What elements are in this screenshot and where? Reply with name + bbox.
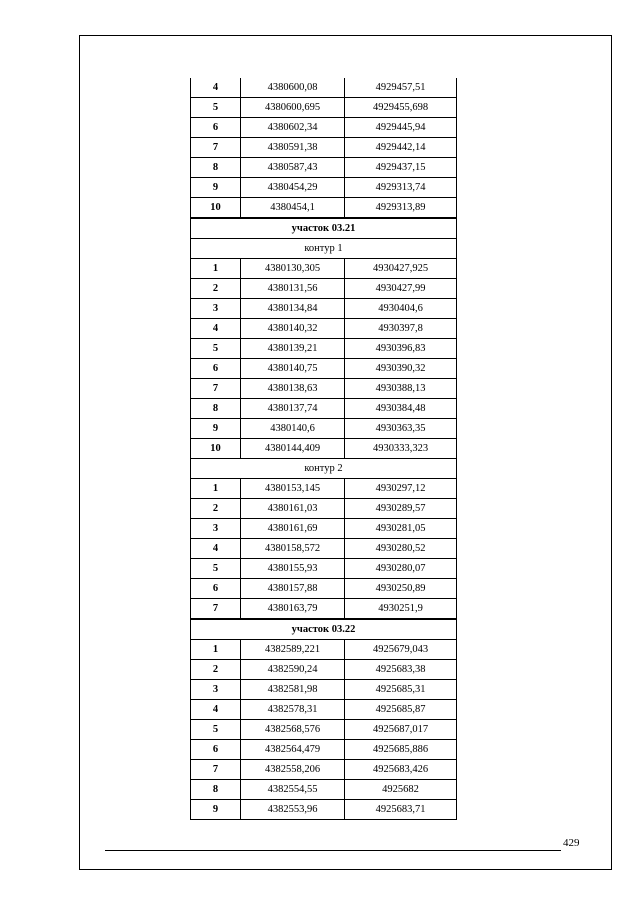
table-row	[191, 439, 457, 459]
x-coordinate-cell: 4382590,24	[241, 660, 345, 680]
point-number-cell: 8	[191, 158, 241, 178]
point-number-cell: 2	[191, 499, 241, 519]
x-coordinate-cell: 4382558,206	[241, 760, 345, 780]
y-coordinate-cell: 4930251,9	[345, 599, 457, 620]
x-coordinate-cell: 4380144,409	[241, 439, 345, 459]
point-number-cell: 9	[191, 800, 241, 820]
x-coordinate-cell: 4382589,221	[241, 640, 345, 660]
y-coordinate-cell: 4925685,886	[345, 740, 457, 760]
y-coordinate-cell: 4930281,05	[345, 519, 457, 539]
x-coordinate-cell: 4380153,145	[241, 479, 345, 499]
y-coordinate-cell: 4930404,6	[345, 299, 457, 319]
table-row	[191, 499, 457, 519]
table-row	[191, 640, 457, 660]
y-coordinate-cell: 4930427,925	[345, 259, 457, 279]
point-number-cell: 3	[191, 299, 241, 319]
y-coordinate-cell: 4930250,89	[345, 579, 457, 599]
table-row	[191, 519, 457, 539]
point-number-cell: 2	[191, 279, 241, 299]
table-row	[191, 279, 457, 299]
y-coordinate-cell: 4930427,99	[345, 279, 457, 299]
point-number-cell: 7	[191, 599, 241, 620]
x-coordinate-cell: 4382568,576	[241, 720, 345, 740]
x-coordinate-cell: 4380158,572	[241, 539, 345, 559]
point-number-cell: 1	[191, 479, 241, 499]
y-coordinate-cell: 4930280,07	[345, 559, 457, 579]
table-row	[191, 760, 457, 780]
x-coordinate-cell: 4380138,63	[241, 379, 345, 399]
x-coordinate-cell: 4380163,79	[241, 599, 345, 620]
table-row	[191, 599, 457, 620]
x-coordinate-cell: 4380140,6	[241, 419, 345, 439]
x-coordinate-cell: 4382581,98	[241, 680, 345, 700]
x-coordinate-cell: 4382578,31	[241, 700, 345, 720]
table-row	[191, 178, 457, 198]
point-number-cell: 5	[191, 339, 241, 359]
table-row	[191, 299, 457, 319]
x-coordinate-cell: 4382554,55	[241, 780, 345, 800]
section-header-row	[191, 218, 457, 239]
point-number-cell: 6	[191, 579, 241, 599]
x-coordinate-cell: 4380161,03	[241, 499, 345, 519]
point-number-cell: 2	[191, 660, 241, 680]
point-number-cell: 8	[191, 780, 241, 800]
y-coordinate-cell: 4929437,15	[345, 158, 457, 178]
point-number-cell: 6	[191, 740, 241, 760]
x-coordinate-cell: 4380155,93	[241, 559, 345, 579]
table-row	[191, 720, 457, 740]
table-row	[191, 539, 457, 559]
point-number-cell: 3	[191, 680, 241, 700]
table-row	[191, 800, 457, 820]
table-row	[191, 118, 457, 138]
y-coordinate-cell: 4930289,57	[345, 499, 457, 519]
point-number-cell: 10	[191, 439, 241, 459]
y-coordinate-cell: 4930388,13	[345, 379, 457, 399]
point-number-cell: 4	[191, 319, 241, 339]
coordinates-table-body	[191, 78, 457, 820]
x-coordinate-cell: 4380140,75	[241, 359, 345, 379]
x-coordinate-cell: 4380157,88	[241, 579, 345, 599]
y-coordinate-cell: 4929313,74	[345, 178, 457, 198]
x-coordinate-cell: 4380602,34	[241, 118, 345, 138]
x-coordinate-cell: 4380137,74	[241, 399, 345, 419]
x-coordinate-cell: 4382553,96	[241, 800, 345, 820]
table-row	[191, 479, 457, 499]
x-coordinate-cell: 4380134,84	[241, 299, 345, 319]
point-number-cell: 1	[191, 640, 241, 660]
x-coordinate-cell: 4380591,38	[241, 138, 345, 158]
section-header: участок 03.22	[191, 619, 457, 640]
section-header-row	[191, 619, 457, 640]
point-number-cell: 5	[191, 98, 241, 118]
x-coordinate-cell: 4380600,08	[241, 78, 345, 98]
x-coordinate-cell: 4380161,69	[241, 519, 345, 539]
point-number-cell: 9	[191, 178, 241, 198]
table-row	[191, 198, 457, 219]
y-coordinate-cell: 4930390,32	[345, 359, 457, 379]
x-coordinate-cell: 4380130,305	[241, 259, 345, 279]
x-coordinate-cell: 4380140,32	[241, 319, 345, 339]
point-number-cell: 6	[191, 118, 241, 138]
y-coordinate-cell: 4929313,89	[345, 198, 457, 219]
table-row	[191, 559, 457, 579]
table-row	[191, 158, 457, 178]
y-coordinate-cell: 4930297,12	[345, 479, 457, 499]
point-number-cell: 5	[191, 559, 241, 579]
contour-header: контур 1	[191, 239, 457, 259]
table-row	[191, 379, 457, 399]
table-row	[191, 700, 457, 720]
y-coordinate-cell: 4930363,35	[345, 419, 457, 439]
table-row	[191, 138, 457, 158]
table-row	[191, 680, 457, 700]
point-number-cell: 8	[191, 399, 241, 419]
x-coordinate-cell: 4380131,56	[241, 279, 345, 299]
y-coordinate-cell: 4930397,8	[345, 319, 457, 339]
point-number-cell: 4	[191, 78, 241, 98]
y-coordinate-cell: 4929455,698	[345, 98, 457, 118]
y-coordinate-cell: 4925679,043	[345, 640, 457, 660]
x-coordinate-cell: 4380139,21	[241, 339, 345, 359]
contour-header-row	[191, 239, 457, 259]
contour-header-row	[191, 459, 457, 479]
table-row	[191, 579, 457, 599]
y-coordinate-cell: 4929445,94	[345, 118, 457, 138]
point-number-cell: 9	[191, 419, 241, 439]
y-coordinate-cell: 4925683,426	[345, 760, 457, 780]
point-number-cell: 7	[191, 379, 241, 399]
table-row	[191, 98, 457, 118]
point-number-cell: 4	[191, 700, 241, 720]
x-coordinate-cell: 4380587,43	[241, 158, 345, 178]
y-coordinate-cell: 4925682	[345, 780, 457, 800]
x-coordinate-cell: 4380454,29	[241, 178, 345, 198]
point-number-cell: 3	[191, 519, 241, 539]
y-coordinate-cell: 4930333,323	[345, 439, 457, 459]
y-coordinate-cell: 4930280,52	[345, 539, 457, 559]
table-row	[191, 740, 457, 760]
point-number-cell: 7	[191, 138, 241, 158]
x-coordinate-cell: 4380454,1	[241, 198, 345, 219]
page-number: 429	[563, 837, 580, 849]
section-header: участок 03.21	[191, 218, 457, 239]
x-coordinate-cell: 4382564,479	[241, 740, 345, 760]
point-number-cell: 10	[191, 198, 241, 219]
y-coordinate-cell: 4929457,51	[345, 78, 457, 98]
table-row	[191, 339, 457, 359]
coordinates-table	[190, 78, 457, 820]
table-row	[191, 359, 457, 379]
point-number-cell: 1	[191, 259, 241, 279]
point-number-cell: 4	[191, 539, 241, 559]
table-row	[191, 660, 457, 680]
contour-header: контур 2	[191, 459, 457, 479]
footer-rule	[105, 850, 561, 851]
y-coordinate-cell: 4925685,31	[345, 680, 457, 700]
point-number-cell: 5	[191, 720, 241, 740]
y-coordinate-cell: 4930396,83	[345, 339, 457, 359]
y-coordinate-cell: 4925685,87	[345, 700, 457, 720]
point-number-cell: 7	[191, 760, 241, 780]
y-coordinate-cell: 4929442,14	[345, 138, 457, 158]
y-coordinate-cell: 4925687,017	[345, 720, 457, 740]
table-row	[191, 319, 457, 339]
table-row	[191, 259, 457, 279]
table-row	[191, 419, 457, 439]
table-row	[191, 399, 457, 419]
table-row	[191, 78, 457, 98]
table-row	[191, 780, 457, 800]
y-coordinate-cell: 4925683,71	[345, 800, 457, 820]
y-coordinate-cell: 4925683,38	[345, 660, 457, 680]
point-number-cell: 6	[191, 359, 241, 379]
x-coordinate-cell: 4380600,695	[241, 98, 345, 118]
y-coordinate-cell: 4930384,48	[345, 399, 457, 419]
